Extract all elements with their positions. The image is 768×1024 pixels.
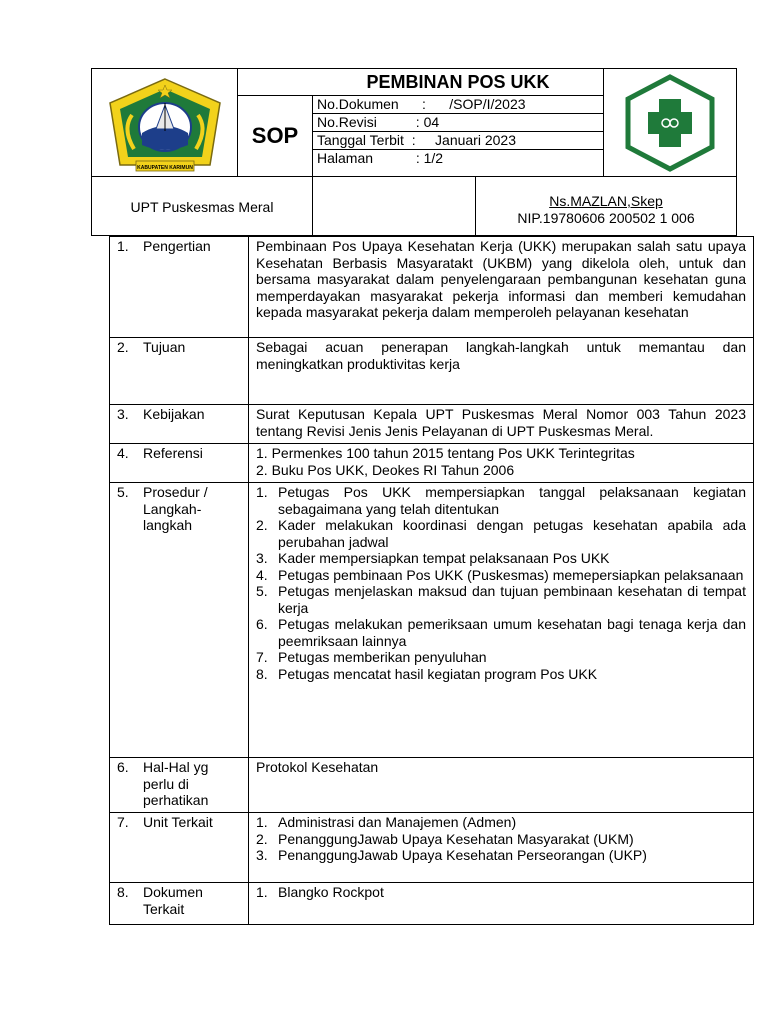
regency-emblem-logo: [92, 69, 238, 177]
row-number: 5.: [117, 484, 129, 500]
row-content: Sebagai acuan penerapan langkah-langkah untuk memantau dan meningkatkan produktivitas kerja: [249, 338, 754, 405]
list-item: 1. Blangko Rockpot: [256, 884, 384, 900]
meta-issue-date: Tanggal Terbit : Januari 2023: [313, 132, 604, 150]
blank-cell: [313, 177, 476, 237]
regency-emblem-icon: [92, 69, 238, 177]
table-row: [110, 444, 754, 483]
row-label: Prosedur / Langkah-langkah: [143, 484, 208, 533]
meta-document-number: No.Dokumen : /SOP/I/2023: [313, 96, 604, 114]
list-item: 3. Kader mempersiapkan tempat pelaksanaan Pos UKK: [256, 550, 610, 566]
row-content: [249, 883, 754, 925]
row-number: 4.: [117, 445, 129, 461]
signer-name: Ns.MAZLAN,Skep: [549, 193, 663, 209]
svg-text:KABUPATEN KARIMUN: KABUPATEN KARIMUN: [137, 165, 193, 171]
meta-page: Halaman : 1/2: [313, 150, 604, 177]
row-number: 3.: [117, 406, 129, 422]
row-content: [249, 813, 754, 883]
list-item: 8. Petugas mencatat hasil kegiatan program Pos UKK: [256, 665, 598, 682]
row-label: Pengertian: [143, 238, 211, 254]
list-item: 1. Permenkes 100 tahun 2015 tentang Pos UKK Terintegritas: [256, 445, 635, 461]
list-item: 3. PenanggungJawab Upaya Kesehatan Perseorangan (UKP): [256, 847, 647, 863]
row-label: Dokumen Terkait: [143, 884, 203, 917]
sop-label: SOP: [238, 96, 313, 177]
organization-name: UPT Puskesmas Meral: [92, 177, 313, 237]
row-content: [249, 483, 754, 758]
row-content: Pembinaan Pos Upaya Kesehatan Kerja (UKK) merupakan salah satu upaya Kesehatan Berbasis Masyaratakt (UKBM) yang dikelola oleh, untuk dan bersama masyarakat dalam penyelengaraan pembangunan kesehatan guna memperdayakan masyarakat pekerja informasi dan memberi kemudahan kepada masyarakat pekerja dalam memperoleh pelayanan kesehatan: [249, 237, 754, 338]
related-documents: [256, 884, 746, 901]
procedure-steps: [256, 484, 746, 682]
list-item: 7. Petugas memberikan penyuluhan: [256, 649, 487, 665]
health-cross-icon: [604, 69, 736, 177]
table-row: [110, 405, 754, 444]
table-row: [110, 883, 754, 925]
related-units: [256, 814, 746, 864]
table-row: [110, 237, 754, 338]
sop-content-table: [109, 236, 754, 925]
list-item: 1. Petugas Pos UKK mempersiapkan tanggal pelaksanaan kegiatan sebagaimana yang telah ditentukan: [256, 484, 746, 517]
row-number: 1.: [117, 238, 129, 254]
row-number: 6.: [117, 759, 129, 775]
row-content: Surat Keputusan Kepala UPT Puskesmas Meral Nomor 003 Tahun 2023 tentang Revisi Jenis Jenis Pelayanan di UPT Puskesmas Meral.: [249, 405, 754, 444]
list-item: 6. Petugas melakukan pemeriksaan umum kesehatan bagi tenaga kerja dan peemriksaan lainnya: [256, 616, 746, 649]
row-label: Kebijakan: [143, 406, 205, 422]
meta-revision: No.Revisi : 04: [313, 114, 604, 132]
list-item: 2. Buku Pos UKK, Deokes RI Tahun 2006: [256, 461, 515, 478]
row-number: 8.: [117, 884, 129, 900]
sop-header: [91, 68, 737, 236]
table-row: [110, 813, 754, 883]
signer-nip: NIP.19780606 200502 1 006: [517, 210, 695, 226]
puskesmas-logo: [604, 69, 736, 177]
row-label: Unit Terkait: [143, 814, 213, 830]
table-row: [110, 758, 754, 813]
row-number: 2.: [117, 339, 129, 355]
list-item: 2. Kader melakukan koordinasi dengan petugas kesehatan apabila ada perubahan jadwal: [256, 517, 746, 550]
list-item: 4. Petugas pembinaan Pos UKK (Puskesmas) memepersiapkan pelaksanaan: [256, 566, 744, 583]
list-item: 2. PenanggungJawab Upaya Kesehatan Masyarakat (UKM): [256, 830, 634, 847]
table-row: [110, 483, 754, 758]
row-number: 7.: [117, 814, 129, 830]
row-label: Tujuan: [143, 339, 186, 355]
row-content: [249, 444, 754, 483]
list-item: 1. Administrasi dan Manajemen (Admen): [256, 814, 517, 830]
document-title: PEMBINAN POS UKK: [238, 69, 604, 96]
list-item: 5. Petugas menjelaskan maksud dan tujuan pembinaan kesehatan di tempat kerja: [256, 583, 746, 616]
signature-block: [476, 177, 736, 237]
table-row: [110, 338, 754, 405]
row-label: Referensi: [143, 445, 203, 461]
row-label: Hal-Hal yg perlu di perhatikan: [143, 759, 209, 808]
row-content: Protokol Kesehatan: [249, 758, 754, 813]
